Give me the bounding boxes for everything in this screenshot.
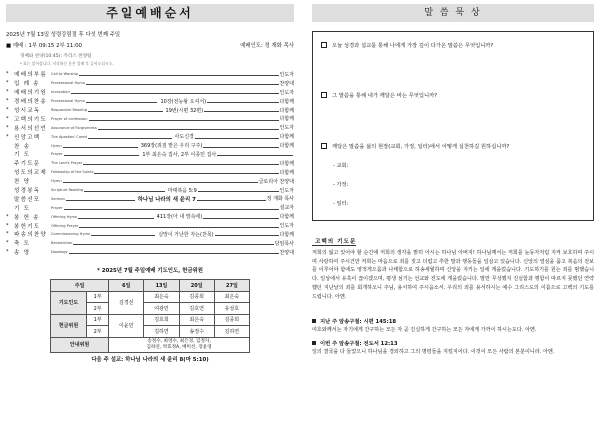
preacher-label: 예배인도: 정 재화 목사: [240, 43, 294, 49]
order-row: [6, 88, 294, 97]
order-leader: 글로리아 찬양대: [258, 178, 294, 185]
order-name: 성도의교제: [14, 170, 48, 177]
leader-line: [64, 206, 279, 210]
order-leader: 인도자: [279, 89, 294, 96]
order-name: 파송의찬양: [14, 232, 48, 239]
prayer-text: 저희의 잃고 있어야 할 순간에 저희의 생각을 밝히 아시는 하나님 아버지! 하나님께서는 저희를 눈동자처럼 지켜 보호하며 주시며 사랑하여 주시건만 저희는 마음으로 죄를 짓고 더럽고 추한 말과 행동들을 일삼고 있습니다. 신앙의 열심을 품고 복음의 전보를 이루어야 함에도 영적게으름과 나태함으로 허송세월하며 신앙을 지키는 일에 게을렀습니다. 기도하기를 원는 죄를 범했습니다. 일상에서 유혹이 끊이겠으며, 평생 섬기는 선교와 전도에 게을렀습니다. 말만 무성했지 진실함과 행함이 따르지 못했던 연약했던 지난날의 죄를 회개하오니 주님, 용서하여 주시옵소서. 우리의 죄를 용서하시는 예수 그리스도의 이름으로 고백의 기도를 드립니다. 아멘.: [312, 250, 594, 300]
table-cell: 김하연: [214, 326, 249, 338]
order-leader: 다함께: [279, 169, 294, 176]
table-cell: 유상호: [214, 303, 249, 315]
order-content: 369장(죄짐 맡은 우리 구주): [140, 143, 203, 150]
leader-line: [207, 99, 278, 103]
order-leader: 인도자: [279, 187, 295, 194]
table-cell: 송정수: [179, 326, 214, 338]
order-row: [6, 132, 294, 141]
order-name: 찬 양: [14, 179, 31, 186]
memory-heading: [312, 317, 594, 325]
order-english: Prayer: [51, 205, 63, 210]
order-english: Prayer of confession: [51, 116, 88, 121]
order-name: 찬 송: [14, 143, 31, 150]
question-1: [321, 41, 585, 49]
table-row: [51, 291, 250, 303]
table-header: 13일: [144, 279, 179, 291]
next-sermon: 다음 주 설교: 하나님 나라의 새 윤리 8(마 5:10): [91, 357, 209, 364]
order-name: 고백의기도: [14, 116, 48, 123]
order-mark: *: [6, 80, 9, 87]
table-cell: 최은숙: [179, 314, 214, 326]
order-leader: 다함께: [279, 116, 294, 123]
order-leader: 다함께: [279, 134, 295, 141]
order-content: 사도신경: [174, 134, 194, 141]
order-row: [6, 203, 294, 212]
question-3: [321, 142, 585, 150]
order-content: 411장(아 내 맘속에): [156, 214, 203, 221]
order-row: [6, 150, 294, 159]
order-english: Processional Hymn: [51, 81, 86, 86]
order-mark: *: [6, 133, 9, 140]
order-mark: *: [6, 89, 9, 96]
leader-line: [98, 126, 279, 130]
order-mark: *: [6, 222, 9, 229]
leader-line: [215, 232, 279, 236]
table-cell: 최은숙: [214, 291, 249, 303]
memory-verse-last: [312, 317, 594, 334]
question-text: 오늘 성경과 설교를 통해 나에게 가장 깊이 다가온 말씀은 무엇입니까?: [332, 43, 494, 49]
order-content: 하나님 나라의 새 윤리 7: [137, 196, 196, 203]
order-content: 10장(전능왕 오셔서): [160, 98, 207, 105]
order-leader: 찬양대: [279, 249, 294, 256]
leader-line: [79, 224, 278, 228]
leader-line: [86, 99, 157, 103]
leader-line: [64, 152, 140, 156]
question-text: 그 말씀을 통해 내가 깨달은 바는 무엇입니까?: [332, 93, 438, 99]
order-name: 예배의부름: [14, 72, 48, 79]
memory-text: 일의 결국을 다 들었으니 하나님을 경외하고 그의 명령들을 지킬지어다. 이것이 모든 사람의 본분이니라. 아멘.: [312, 349, 555, 356]
leader-line: [79, 72, 278, 76]
order-content: 1부 최은숙 집사, 2부 이종민 집사: [142, 151, 217, 158]
duty-table: [50, 279, 250, 353]
confession-prayer: [312, 228, 594, 301]
leader-line: [73, 241, 273, 245]
order-name: 용서의선언: [14, 125, 48, 132]
order-leader: 담임목사: [274, 240, 294, 247]
order-row: [6, 114, 294, 123]
order-row: [6, 141, 294, 150]
order-leader: 인도자: [279, 71, 294, 78]
leader-line: [84, 188, 165, 192]
leader-line: [63, 144, 138, 148]
order-english: Assurance of Forgiveness: [51, 125, 97, 130]
meditation-title: 말 씀 묵 상: [312, 4, 594, 22]
duty-table-title: * 2025년 7월 주일예배 기도인도, 헌금위원: [97, 267, 203, 274]
table-cell: 김경선: [109, 291, 144, 314]
table-header: 27일: [214, 279, 249, 291]
order-english: The Apostles' Creed: [51, 134, 87, 139]
order-leader: 다함께: [279, 143, 295, 150]
order-mark: *: [6, 240, 9, 247]
memory-text: 여호와께서는 자기에게 간구하는 모든 자 곧 진실하게 간구하는 모든 자에게 가까이 하시는도다. 아멘.: [312, 327, 537, 334]
order-row: [6, 186, 294, 195]
order-content: 마태복음 5:9: [167, 187, 197, 194]
leader-line: [203, 215, 278, 219]
order-row: [6, 221, 294, 230]
leader-line: [195, 135, 279, 139]
praise-team-line: 경배와 찬양(10:45): 카리스 찬양팀: [20, 54, 92, 59]
order-mark: *: [6, 115, 9, 122]
order-row: [6, 159, 294, 168]
order-name: 축 도: [14, 241, 31, 248]
order-leader: 다함께: [279, 107, 295, 114]
meditation-box: [312, 31, 594, 221]
prayer-title: 고백의 기도문: [312, 237, 356, 246]
order-leader: 설교자: [279, 205, 294, 212]
order-english: Responsive Reading: [51, 108, 88, 112]
order-leader: 찬양대: [279, 80, 294, 87]
order-mark: *: [6, 71, 9, 78]
leader-line: [88, 108, 162, 112]
memory-heading: [312, 339, 594, 347]
table-header: 주일: [51, 279, 109, 291]
order-name: 신앙고백: [14, 134, 41, 141]
order-row: [6, 97, 294, 106]
guide-label: 안내위원: [51, 337, 109, 352]
order-row: [6, 168, 294, 177]
leader-line: [203, 144, 278, 148]
order-row: [6, 212, 294, 221]
order-english: The Lord's Prayer: [51, 161, 83, 166]
order-content: 19번(시편 32편): [165, 107, 204, 114]
order-name: 성경봉독: [14, 188, 41, 195]
leader-line: [63, 179, 258, 183]
table-cell: 김호연: [179, 303, 214, 315]
order-name: 성시교독: [14, 108, 41, 114]
order-leader: 다함께: [279, 231, 295, 238]
checkbox-icon[interactable]: [321, 143, 327, 149]
prayer-label: 기도인도: [51, 291, 87, 314]
guide-line: 김하연, 박효정A, 배미선, 장윤영: [146, 344, 212, 350]
order-english: Invocation: [51, 90, 70, 95]
leader-line: [89, 117, 279, 121]
service-times: ■ 예배 : 1부 09:15 2부 11:00: [6, 43, 82, 49]
leader-line: [197, 197, 266, 201]
order-mark: *: [6, 249, 9, 256]
order-english: Sermon: [51, 196, 65, 201]
table-cell: 김하연: [144, 326, 179, 338]
order-english: Offering Hymn: [51, 214, 78, 219]
square-bullet-icon: [312, 341, 316, 345]
order-mark: *: [6, 124, 9, 131]
table-cell: 최은숙: [144, 291, 179, 303]
memory-verse-this: [312, 339, 594, 356]
leader-line: [88, 135, 172, 139]
leader-line: [217, 152, 293, 156]
order-name: 말씀선포: [14, 196, 41, 203]
order-row: [6, 106, 294, 115]
order-content: 실망이 가난한 자는(찬목): [158, 231, 214, 238]
order-english: Commissioning Hymn: [51, 232, 91, 237]
order-english: Processional Hymn: [51, 99, 86, 104]
checkbox-icon[interactable]: [321, 92, 327, 98]
order-name: 봉헌기도: [14, 223, 41, 230]
guide-names: [109, 337, 250, 352]
standing-note: * 표는 일어섭니다. 지각하신 분은 입례 후 들어오십시오.: [20, 61, 114, 66]
order-english: Doxology: [51, 250, 68, 255]
question-text: 깨달은 말씀을 삶의 현장(교회, 가정, 일터)에서 어떻게 실천하길 원하십니까?: [332, 144, 510, 150]
table-cell: 김종희: [214, 314, 249, 326]
service-info: [6, 41, 294, 49]
question-2: [321, 91, 585, 99]
table-row: [51, 314, 250, 326]
order-name: 경배의찬송: [14, 99, 48, 106]
order-leader: 다함께: [279, 214, 295, 221]
meditation-column: [312, 4, 594, 418]
order-english: Hymn: [51, 179, 62, 184]
order-leader: 다함께: [279, 98, 295, 105]
order-name: 송 영: [14, 250, 31, 257]
order-leader: 인도자: [279, 223, 294, 230]
order-name: 기 도: [14, 152, 31, 159]
order-row: [6, 177, 294, 186]
order-name: 주기도문: [14, 161, 41, 168]
part-label: 2부: [87, 303, 109, 315]
leader-line: [83, 161, 278, 165]
order-name: 기 도: [14, 205, 31, 212]
page-title: 주일예배순서: [6, 4, 294, 22]
service-date: 2025년 7월 13일 성령강림절 후 다섯 번째 주일: [6, 32, 121, 38]
order-row: [6, 239, 294, 248]
order-english: Offering Prayer: [51, 223, 79, 228]
part-label: 2부: [87, 326, 109, 338]
order-leader: 정 재화 목사: [266, 196, 295, 203]
worship-order-column: [6, 4, 294, 418]
order-row: [6, 230, 294, 239]
money-label: 헌금위원: [51, 314, 87, 337]
order-name: 입 례 송: [14, 81, 40, 88]
part-label: 1부: [87, 291, 109, 303]
apply-church: - 교회:: [333, 163, 349, 169]
order-leader: 다함께: [279, 160, 294, 167]
order-english: Call to Worship: [51, 72, 79, 77]
leader-line: [91, 232, 155, 236]
leader-line: [66, 197, 135, 201]
table-cell: 김호희: [144, 314, 179, 326]
order-english: Fellowship of the Saints: [51, 170, 94, 175]
order-mark: *: [6, 213, 9, 220]
order-english: Scripture Reading: [51, 188, 84, 193]
order-english: Prayer: [51, 152, 63, 157]
table-header: 20일: [179, 279, 214, 291]
guide-line: 송정수, 최영수, 최은경, 김정자,: [147, 338, 211, 344]
order-mark: *: [6, 231, 9, 238]
apply-list: [321, 162, 585, 207]
order-mark: *: [6, 107, 9, 113]
apply-home: - 가정:: [333, 182, 349, 188]
table-row: [51, 337, 250, 352]
memory-heading-text: 이번 주 암송구절: 전도서 12:13: [320, 341, 398, 348]
part-label: 1부: [87, 314, 109, 326]
order-name: 봉 헌 송: [14, 214, 40, 221]
apply-work: - 일터:: [333, 201, 349, 207]
leader-line: [94, 170, 278, 174]
leader-line: [69, 250, 279, 254]
table-header: 6일: [109, 279, 144, 291]
order-row: [6, 123, 294, 132]
order-row: [6, 70, 294, 79]
order-english: Benediction: [51, 241, 73, 246]
order-row: [6, 194, 294, 203]
order-name: 예배의기원: [14, 90, 48, 97]
order-of-worship: [6, 70, 294, 257]
order-leader: 인도자: [279, 125, 294, 132]
table-cell: 이윤민: [109, 314, 144, 337]
table-header-row: [51, 279, 250, 291]
table-cell: 여광민: [144, 303, 179, 315]
order-mark: *: [6, 98, 9, 105]
checkbox-icon[interactable]: [321, 42, 327, 48]
leader-line: [86, 81, 278, 85]
leader-line: [204, 108, 278, 112]
leader-line: [71, 90, 279, 94]
leader-line: [78, 215, 153, 219]
order-row: [6, 248, 294, 257]
order-row: [6, 79, 294, 88]
square-bullet-icon: [312, 319, 316, 323]
leader-line: [198, 188, 279, 192]
memory-heading-text: 지난 주 암송구절: 시편 145:18: [320, 319, 397, 326]
order-english: Hymn: [51, 143, 62, 148]
table-cell: 김종희: [179, 291, 214, 303]
